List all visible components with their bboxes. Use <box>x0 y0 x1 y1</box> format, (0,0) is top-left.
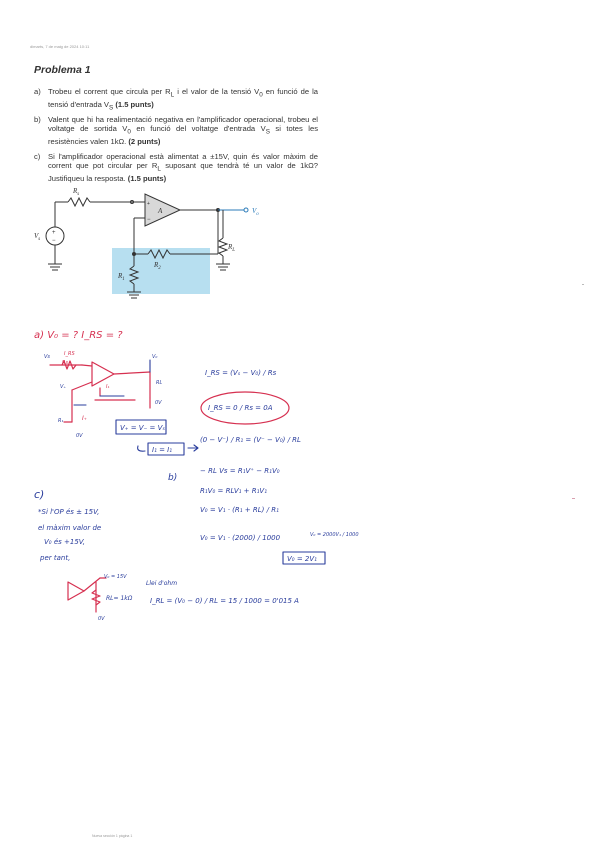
question-text: Trobeu el corrent que circula per $R_L$ i el valor de la tensió $V_0$ en funció de la tensió d'entrada $V_S$ (1.5 punts) <box>48 87 318 112</box>
label-r2: $R_2$ <box>154 261 161 271</box>
sketch-a-vs: Vs <box>44 354 51 360</box>
c-eq: I_RL = (V₀ − 0) / RL = 15 / 1000 = 0'015 A <box>150 597 299 605</box>
notes-label-c: c) <box>34 488 45 501</box>
notes-heading-a: a) V₀ = ? I_RS = ? <box>34 330 123 341</box>
eq-b7: V₀ = 2V₁ <box>287 555 317 563</box>
c-text-line1: *Si l'OP és ± 15V, <box>38 508 100 516</box>
question-label: a) <box>34 87 41 96</box>
svg-text:−: − <box>52 238 56 244</box>
svg-text:+: + <box>52 230 56 236</box>
sketch-a-blue <box>74 360 150 405</box>
sketch-c-rl: RL= 1kΩ <box>106 595 133 602</box>
question-points: (1.5 punts) <box>127 174 167 184</box>
sketch-a-rl: RL <box>156 380 163 386</box>
resistor-rl <box>219 238 227 256</box>
c-text-line2: el màxim valor de <box>38 524 102 532</box>
sketch-c <box>68 578 106 612</box>
svg-text:+: + <box>147 201 150 207</box>
eq-b3: R₁V₀ = RLV₁ + R₁V₁ <box>200 487 268 495</box>
boxed-result-2-text: I₁ = I₁ <box>152 446 173 454</box>
svg-text:−: − <box>147 217 151 223</box>
eq-b1: (0 − V⁻) / R₁ = (V⁻ − V₀) / RL <box>200 436 301 444</box>
sketch-a-ip: I₊ <box>82 415 87 422</box>
sketch-a-ov2: 0V <box>76 433 83 439</box>
stray-mark <box>582 284 584 285</box>
question-label: c) <box>34 152 41 161</box>
eq-irs: I_RS = (Vₛ − V₀) / Rs <box>205 369 277 377</box>
page-footer: Nueva sección 1 página 1 <box>92 834 133 838</box>
eq-b6: V₀ = 2000V₁ / 1000 <box>310 532 359 538</box>
handwritten-notes <box>0 300 599 660</box>
c-law: Llei d'ohm <box>146 580 178 587</box>
label-vo: $V_o$ <box>252 207 259 217</box>
question-text: Si l'amplificador operacional està alimentat a ±15V, quin és valor màxim de corrent que pot circular per $R_L$ suposant que tendrà té un valor de 1kΩ? Justifiqueu la resposta. (1.5 punts) <box>48 152 319 184</box>
question-points: (2 punts) <box>128 137 161 147</box>
label-rl: $R_L$ <box>228 243 236 253</box>
sketch-a <box>50 361 150 422</box>
page-title: Problema 1 <box>34 64 91 76</box>
eq-b4: V₀ = V₁ · (R₁ + RL) / R₁ <box>200 506 279 514</box>
label-r1: $R_1$ <box>118 272 125 282</box>
label-rs: $R_s$ <box>73 187 80 197</box>
circuit-diagram <box>30 180 330 300</box>
sketch-c-vo: V₀ = 15V <box>104 574 127 580</box>
sketch-a-rs: Rs <box>62 360 69 366</box>
sketch-a-r1: R₁ <box>58 418 64 424</box>
c-text-line3: V₀ és +15V, <box>44 538 85 546</box>
sketch-a-vo: V₀ <box>152 354 158 360</box>
notes-label-b: b) <box>168 473 178 483</box>
question-text: Valent que hi ha realimentació negativa en l'amplificador operacional, trobeu el voltatge de sortida $V_0$ en funció del voltatge d'entrada $V_S$ si totes les resistències valen 1kΩ. (2 punts) <box>48 115 319 147</box>
c-text-line4: per tant, <box>40 554 71 562</box>
sketch-a-i1: I₁ <box>106 384 110 390</box>
label-vs: $V_s$ <box>34 232 41 242</box>
eq-b2: − RL Vs = R₁V⁺ − R₁V₀ <box>200 467 280 475</box>
eq-b5: V₀ = V₁ · (2000) / 1000 <box>200 534 281 542</box>
sketch-a-ov1: 0V <box>155 400 162 406</box>
sketch-c-ov: 0V <box>98 616 105 622</box>
question-label: b) <box>34 115 41 124</box>
resistor-rs <box>68 198 90 206</box>
boxed-result-1-text: V₊ = V₋ = Vₛ <box>120 424 165 432</box>
page-header-date: dimarts, 7 de maig de 2024 10:11 <box>30 44 90 49</box>
sketch-a-vplus: V₊ <box>60 384 67 390</box>
sketch-a-irs: I_RS <box>64 351 75 357</box>
label-opamp: A <box>158 207 163 215</box>
stray-mark <box>572 498 575 499</box>
question-points: (1.5 punts) <box>115 99 154 109</box>
eq-irs2: I_RS = 0 / Rs = 0A <box>208 404 273 412</box>
